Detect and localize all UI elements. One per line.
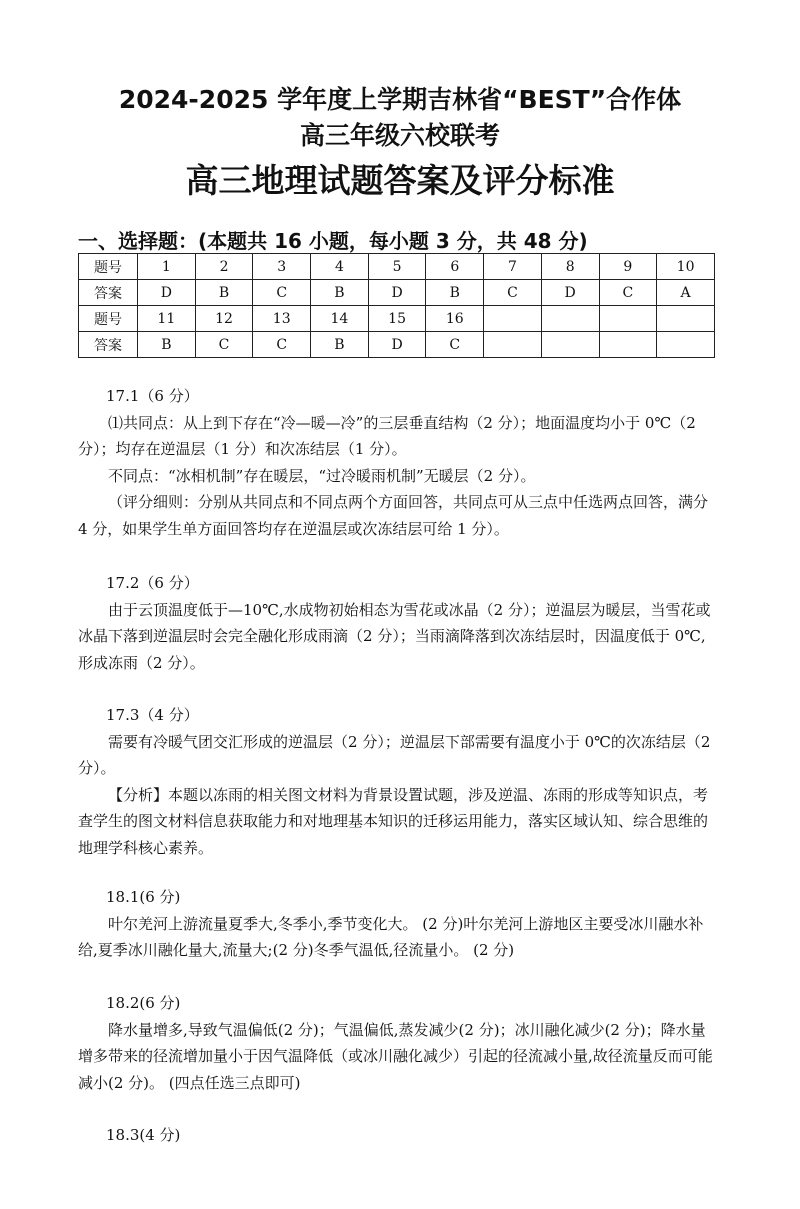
table-row <box>79 280 715 306</box>
answer-paragraph: 降水量增多,导致气温偏低(2 分)；气温偏低,蒸发减少(2 分)；冰川融化减少(2 分)；降水量增多带来的径流增加量小于因气温降低（或冰川融化减少）引起的径流减小量,故径流量反而可能减小(2 分)。 (四点任选三点即可) <box>78 1020 713 1092</box>
answer-cell: D <box>138 280 196 306</box>
answer-cell: B <box>138 332 196 358</box>
section1-heading: 一、选择题：(本题共 16 小题，每小题 3 分，共 48 分) <box>78 229 588 253</box>
question-heading: 18.2(6 分) <box>106 994 181 1012</box>
answer-17-3 <box>78 702 718 861</box>
table-row <box>79 254 715 280</box>
question-number: 15 <box>368 306 426 332</box>
answer-table <box>78 253 715 358</box>
answer-paragraph: 不同点：“冰相机制”存在暖层，“过冷暖雨机制”无暖层（2 分）。 <box>108 466 536 485</box>
question-number: 6 <box>426 254 484 280</box>
question-number: 13 <box>253 306 311 332</box>
question-number: 10 <box>657 254 715 280</box>
empty-cell <box>484 332 542 358</box>
scoring-note: （评分细则：分别从共同点和不同点两个方面回答，共同点可从三点中任选两点回答，满分 4 分，如果学生单方面回答均存在逆温层或次冻结层可给 1 分）。 <box>78 493 709 538</box>
empty-cell <box>541 306 599 332</box>
analysis-paragraph: 【分析】本题以冻雨的相关图文材料为背景设置试题，涉及逆温、冻雨的形成等知识点，考查学生的图文材料信息获取能力和对地理基本知识的迁移运用能力，落实区域认知、综合思维的地理学科核心素养。 <box>78 785 709 857</box>
answer-paragraph: 叶尔羌河上游流量夏季大,冬季小,季节变化大。 (2 分)叶尔羌河上游地区主要受冰川融水补给,夏季冰川融化量大,流量大;(2 分)冬季气温低,径流量小。 (2 分) <box>78 914 704 959</box>
question-heading: 17.3（4 分） <box>106 706 199 724</box>
answer-cell: C <box>599 280 657 306</box>
question-number: 3 <box>253 254 311 280</box>
answer-cell: B <box>311 280 369 306</box>
row-label-question: 题号 <box>79 306 138 332</box>
empty-cell <box>599 306 657 332</box>
question-number: 4 <box>311 254 369 280</box>
question-number: 1 <box>138 254 196 280</box>
answer-18-3 <box>78 1122 718 1149</box>
answer-18-2 <box>78 990 718 1096</box>
empty-cell <box>541 332 599 358</box>
row-label-answer: 答案 <box>79 280 138 306</box>
answer-paragraph: 需要有冷暖气团交汇形成的逆温层（2 分）；逆温层下部需要有温度小于 0℃的次冻结层（2 分）。 <box>78 732 711 777</box>
empty-cell <box>599 332 657 358</box>
answer-cell: D <box>368 280 426 306</box>
empty-cell <box>484 306 542 332</box>
question-number: 16 <box>426 306 484 332</box>
question-heading: 17.2（6 分） <box>106 574 199 592</box>
question-heading: 17.1（6 分） <box>106 387 199 405</box>
answer-cell: C <box>253 280 311 306</box>
answer-cell: D <box>368 332 426 358</box>
question-number: 7 <box>484 254 542 280</box>
answer-cell: C <box>484 280 542 306</box>
question-number: 9 <box>599 254 657 280</box>
answer-cell: B <box>426 280 484 306</box>
answer-paragraph: 由于云顶温度低于—10℃,水成物初始相态为雪花或冰晶（2 分）；逆温层为暖层，当雪花或冰晶下落到逆温层时会完全融化形成雨滴（2 分）；当雨滴降落到次冻结层时，因温度低于 0℃,形成冻雨（2 分）。 <box>78 600 711 672</box>
table-row <box>79 332 715 358</box>
question-number: 11 <box>138 306 196 332</box>
question-number: 5 <box>368 254 426 280</box>
exam-title-line2: 高三年级六校联考 <box>299 121 500 150</box>
question-number: 14 <box>311 306 369 332</box>
question-heading: 18.3(4 分) <box>106 1126 181 1144</box>
answer-18-1 <box>78 884 718 964</box>
answer-cell: C <box>426 332 484 358</box>
empty-cell <box>657 306 715 332</box>
answer-cell: D <box>541 280 599 306</box>
question-heading: 18.1(6 分) <box>106 888 181 906</box>
answer-cell: B <box>195 280 253 306</box>
empty-cell <box>657 332 715 358</box>
answer-17-2 <box>78 570 718 676</box>
answer-17-1 <box>78 383 718 542</box>
exam-title-line1: 2024-2025 学年度上学期吉林省“BEST”合作体 <box>118 85 682 114</box>
question-number: 8 <box>541 254 599 280</box>
row-label-question: 题号 <box>79 254 138 280</box>
question-number: 2 <box>195 254 253 280</box>
answer-cell: B <box>311 332 369 358</box>
row-label-answer: 答案 <box>79 332 138 358</box>
answer-cell: C <box>253 332 311 358</box>
answer-paragraph: ⑴共同点：从上到下存在“冷—暖—冷”的三层垂直结构（2 分）；地面温度均小于 0℃（2 分）；均存在逆温层（1 分）和次冻结层（1 分）。 <box>78 413 696 458</box>
answer-cell: C <box>195 332 253 358</box>
question-number: 12 <box>195 306 253 332</box>
table-row <box>79 306 715 332</box>
answer-cell: A <box>657 280 715 306</box>
document-title: 高三地理试题答案及评分标准 <box>185 161 615 200</box>
